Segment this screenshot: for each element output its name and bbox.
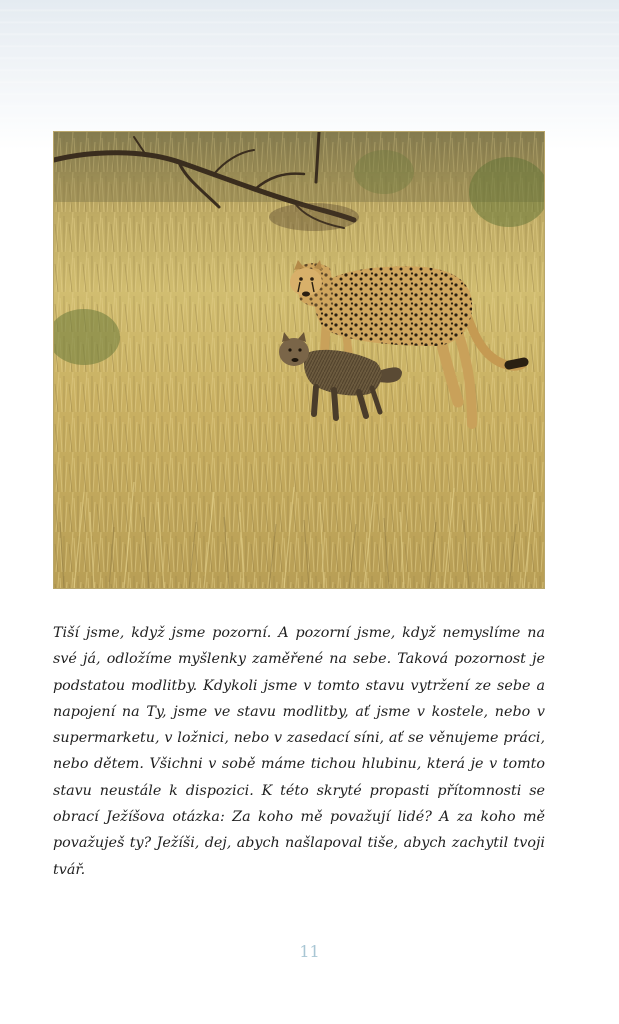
page-number: 11 — [299, 942, 320, 961]
header-background-wash — [0, 0, 619, 150]
cheetah-photo — [53, 131, 545, 589]
body-paragraph: Tiší jsme, když jsme pozorní. A pozorní jsme, když nemyslíme na své já, odložíme myšlenky zaměřené na sebe. Taková pozornost je podstatou modlitby. Kdykoli jsme v tomto stavu vytržení ze sebe a napojení na Ty, jsme ve stavu modlitby, ať jsme v kostele, nebo v supermarketu, v ložnici, nebo v zasedací síni, ať se věnujeme práci, nebo dětem. Všichni v sobě máme tichou hlubinu, která je v tomto stavu neustále k dispozici. K této skryté propasti přítomnosti se obrací Ježíšova otázka: Za koho mě považují lidé? A za koho mě považuješ ty? Ježíši, dej, abych našlapoval tiše, abych zachytil tvoji tvář. — [53, 625, 545, 878]
